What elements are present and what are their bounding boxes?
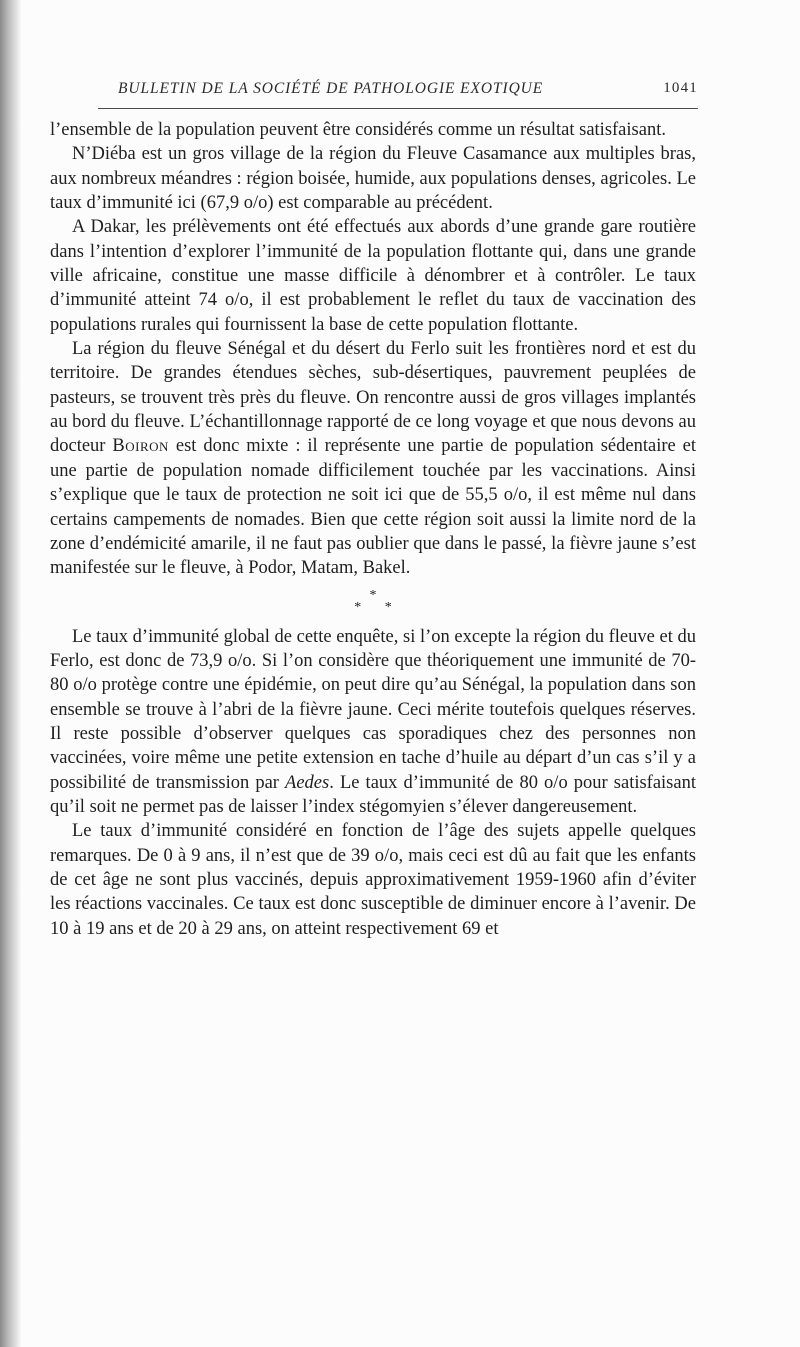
- paragraph-continuation: l’ensemble de la population peuvent être considérés comme un résultat satisfaisant.: [50, 120, 666, 140]
- genus-name: Aedes: [285, 772, 330, 793]
- paragraph-text: La région du fleuve Sénégal et du désert du Ferlo suit les frontières nord et est du territoire. De grandes étendues sèches, sub-désertiques, pauvrement peuplées de pasteurs, se trouvent très près du fleuve. On rencontre aussi de gros villages implantés au bord du fleuve. L’échantillonnage rapporté de ce long voyage et que nous devons au docteur: [50, 339, 696, 457]
- paragraph-dakar: A Dakar, les prélèvements ont été effectués aux abords d’une grande gare routière dans l’intention d’explorer l’immunité de la population flottante qui, dans une grande ville africaine, constitue une masse difficile à dénombrer et à contrôler. Le taux d’immunité atteint 74 o/o, il est probablement le reflet du taux de vaccination des populations rurales qui fournissent la base de cette population flottante.: [50, 217, 696, 335]
- page-number: 1041: [663, 80, 698, 96]
- body-text: [50, 118, 696, 941]
- asterism-top: *: [369, 587, 377, 603]
- paragraph-global-immunity: [50, 625, 696, 820]
- author-name: Boiron: [112, 436, 169, 457]
- section-asterism: [50, 581, 696, 625]
- page-header: [98, 76, 698, 106]
- paragraph-ndieba: N’Diéba est un gros village de la région du Fleuve Casamance aux multiples bras, aux nombreux méandres : région boisée, humide, aux populations denses, agricoles. Le taux d’immunité ici (67,9 o/o) est comparable au précédent.: [50, 144, 696, 214]
- paragraph-text: Le taux d’immunité global de cette enquête, si l’on excepte la région du fleuve et du Ferlo, est donc de 73,9 o/o. Si l’on considère que théoriquement une immunité de 70-80 o/o protège contre une épidémie, on peut dire qu’au Sénégal, la population dans son ensemble se trouve à l’abri de la fièvre jaune. Ceci mérite toutefois quelques réserves. Il reste possible d’observer quelques cas sporadiques chez des personnes non vaccinées, voire même une petite extension en tache d’huile au départ d’un cas s’il y a possibilité de transmission par: [50, 626, 696, 793]
- book-spine-shadow: [0, 0, 22, 1347]
- paragraph-text: . Le taux d’immunité de 80 o/o pour satisfaisant qu’il soit ne permet pas de laisser l’index stégomyien s’élever dangereusement.: [50, 772, 696, 817]
- paragraph-age-groups: Le taux d’immunité considéré en fonction de l’âge des sujets appelle quelques remarques. De 0 à 9 ans, il n’est que de 39 o/o, mais ceci est dû au fait que les enfants de cet âge ne sont plus vaccinés, depuis approximativement 1959-1960 afin d’éviter les réactions vaccinales. Ce taux est donc susceptible de diminuer encore à l’avenir. De 10 à 19 ans et de 20 à 29 ans, on atteint respectivement 69 et: [50, 821, 696, 939]
- running-title: BULLETIN DE LA SOCIÉTÉ DE PATHOLOGIE EXOTIQUE: [118, 80, 544, 97]
- asterism-bottom: * *: [354, 599, 402, 615]
- header-rule: [98, 108, 698, 109]
- paragraph-fleuve-senegal: [50, 337, 696, 580]
- paragraph-text: est donc mixte : il représente une partie de population sédentaire et une partie de population nomade difficilement touchée par les vaccinations. Ainsi s’explique que le taux de protection ne soit ici que de 55,5 o/o, il est même nul dans certains campements de nomades. Bien que cette région soit aussi la limite nord de la zone d’endémicité amarile, il ne faut pas oublier que dans le passé, la fièvre jaune s’est manifestée sur le fleuve, à Podor, Matam, Bakel.: [50, 436, 696, 579]
